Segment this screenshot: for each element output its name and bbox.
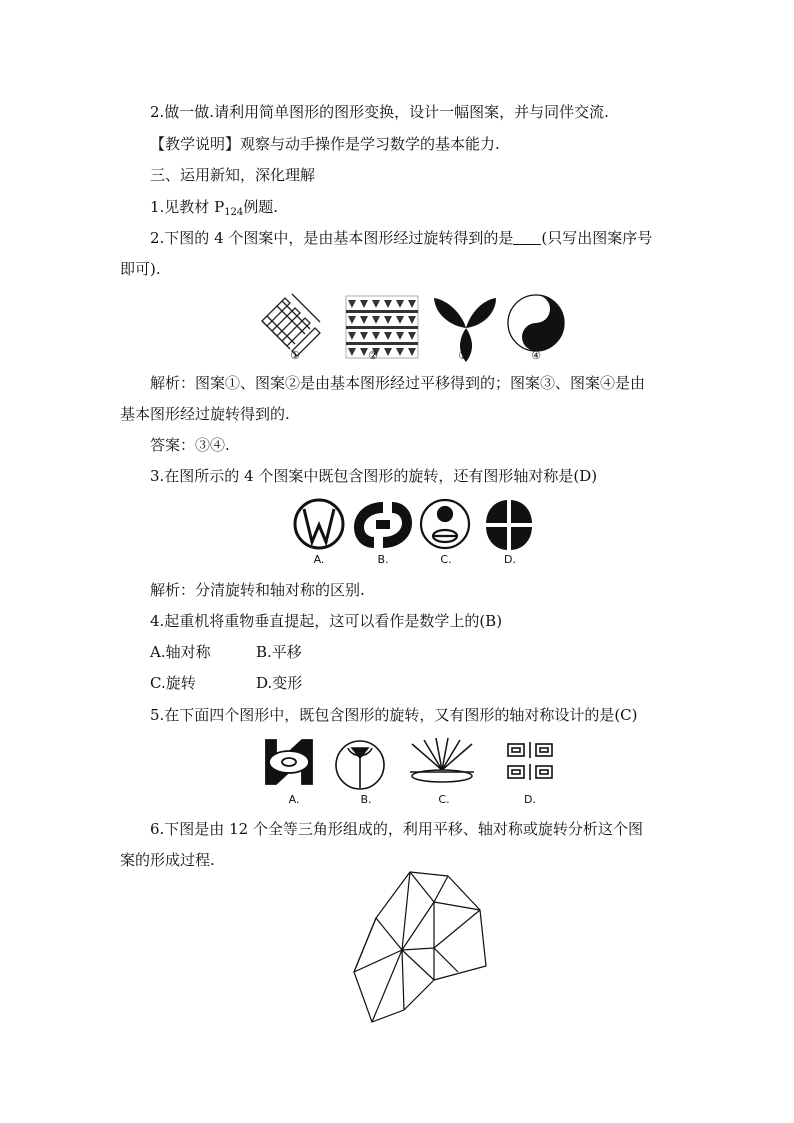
fig2-label-a: A. [313, 553, 325, 566]
option-c: C.旋转 [150, 674, 196, 692]
fig1-label-4: ④ [531, 349, 541, 362]
logo-b-swirl [354, 502, 412, 548]
shape-a-n-eye [266, 740, 312, 784]
analysis-q2: 解析：图案①、图案②是由基本图形经过平移得到的；图案③、图案④是由 [150, 374, 646, 392]
shape-b-circle-leaf [336, 741, 384, 789]
q6-line-2: 案的形成过程. [120, 851, 215, 869]
answer-q2: 答案：③④. [150, 436, 230, 454]
analysis-q2-cont: 基本图形经过旋转得到的. [120, 405, 290, 423]
fig2-label-b: B. [377, 553, 389, 566]
answer-blank [513, 230, 541, 245]
q2-text-cont: (只写出图案序号 [541, 229, 653, 247]
section-heading: 三、运用新知，深化理解 [150, 166, 316, 184]
pattern-4-yinyang [508, 295, 564, 351]
q1-text-end: 例题. [243, 198, 279, 216]
pattern-1-lattice [262, 294, 320, 356]
option-d: D.变形 [256, 674, 303, 692]
shape-d-squares [508, 742, 552, 780]
q2-line [120, 223, 680, 253]
shape-c-fan [410, 738, 474, 782]
q4-line: 4.起重机将重物垂直提起，这可以看作是数学上的(B) [150, 612, 503, 630]
logo-d-clover [484, 499, 534, 552]
fig1-label-1: ① [290, 349, 300, 362]
q2-line-2: 即可). [120, 260, 161, 278]
page-subscript: 124 [224, 207, 244, 218]
fig3-label-b: B. [360, 793, 372, 806]
fig3-label-a: A. [288, 793, 300, 806]
fig3-label-c: C. [438, 793, 450, 806]
activity-line: 2.做一做.请利用简单图形的图形变换，设计一幅图案，并与同伴交流. [150, 103, 609, 121]
figure-2-logos [290, 497, 540, 555]
q3-line: 3.在图所示的 4 个图案中既包含图形的旋转，还有图形轴对称是(D) [150, 467, 598, 485]
q1-text: 1.见教材 P [150, 198, 225, 216]
q5-line: 5.在下面四个图形中，既包含图形的旋转，又有图形的轴对称设计的是(C) [150, 706, 638, 724]
q6-line: 6.下图是由 12 个全等三角形组成的，利用平移、轴对称或旋转分析这个图 [150, 820, 643, 838]
q4-options-row-1 [120, 637, 680, 667]
figure-4-triangles [340, 868, 490, 1028]
figure-3-shapes [262, 736, 562, 792]
fig2-label-d: D. [504, 553, 516, 566]
fig1-label-2: ② [368, 349, 378, 362]
logo-c-face [421, 500, 469, 548]
teaching-note: 【教学说明】观察与动手操作是学习数学的基本能力. [150, 135, 500, 153]
analysis-q3: 解析：分清旋转和轴对称的区别. [150, 581, 365, 599]
logo-a-w-circle [295, 500, 343, 548]
option-a: A.轴对称 [150, 643, 211, 661]
fig1-label-3: ③ [458, 349, 468, 362]
option-b: B.平移 [256, 643, 302, 661]
q2-text: 2.下图的 4 个图案中，是由基本图形经过旋转得到的是 [150, 229, 514, 247]
q4-options-row-2 [120, 668, 680, 698]
fig2-label-c: C. [440, 553, 452, 566]
fig3-label-d: D. [524, 793, 536, 806]
